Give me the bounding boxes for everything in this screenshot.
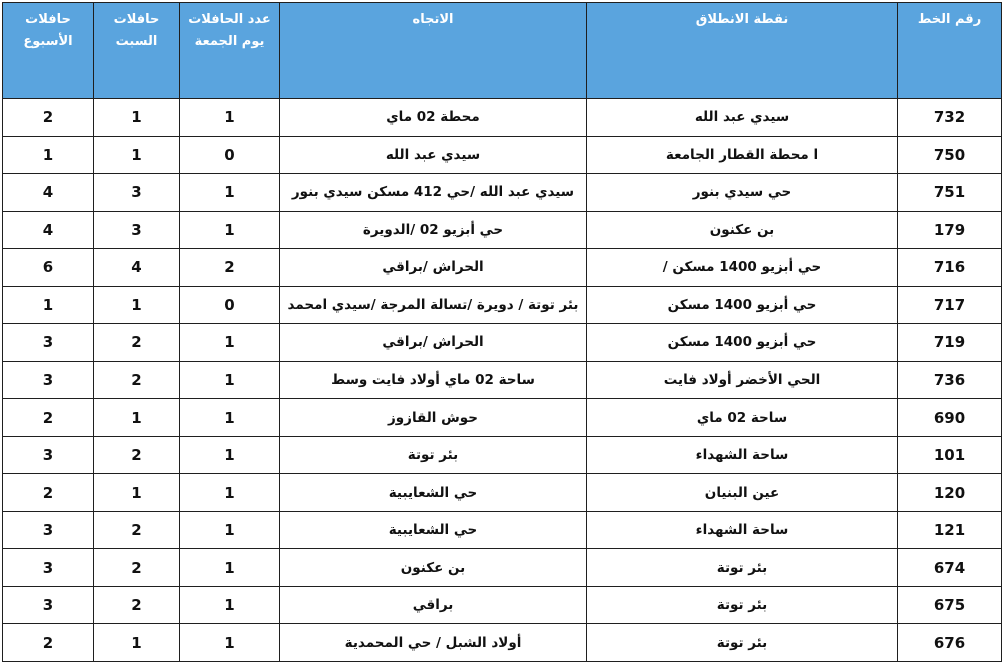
start-point-cell: بن عكنون bbox=[587, 211, 898, 249]
saturday-buses-cell: 2 bbox=[94, 361, 180, 399]
week-buses-cell: 3 bbox=[3, 511, 94, 549]
friday-buses-cell: 1 bbox=[180, 624, 280, 662]
table-row bbox=[3, 324, 1002, 362]
start-point-cell: ساحة الشهداء bbox=[587, 436, 898, 474]
saturday-buses-cell: 2 bbox=[94, 549, 180, 587]
friday-buses-cell: 1 bbox=[180, 211, 280, 249]
table-row bbox=[3, 99, 1002, 137]
week-buses-cell: 2 bbox=[3, 624, 94, 662]
start-point-cell: الحي الأخضر أولاد فايت bbox=[587, 361, 898, 399]
start-point-cell: ساحة 02 ماي bbox=[587, 399, 898, 437]
direction-cell: الحراش /براقي bbox=[280, 324, 587, 362]
week-buses-cell: 3 bbox=[3, 361, 94, 399]
friday-buses-cell: 1 bbox=[180, 586, 280, 624]
direction-cell: أولاد الشبل / حي المحمدية bbox=[280, 624, 587, 662]
friday-buses-cell: 2 bbox=[180, 249, 280, 287]
week-buses-cell: 2 bbox=[3, 399, 94, 437]
table-row bbox=[3, 361, 1002, 399]
start-point-cell: بئر توتة bbox=[587, 624, 898, 662]
direction-cell: الحراش /براقي bbox=[280, 249, 587, 287]
start-point-cell: عين البنيان bbox=[587, 474, 898, 512]
line-number-cell: 676 bbox=[898, 624, 1002, 662]
direction-cell: حي الشعايبية bbox=[280, 511, 587, 549]
saturday-buses-cell: 3 bbox=[94, 174, 180, 212]
friday-buses-cell: 0 bbox=[180, 136, 280, 174]
friday-buses-cell: 1 bbox=[180, 436, 280, 474]
line-number-cell: 121 bbox=[898, 511, 1002, 549]
table-row bbox=[3, 286, 1002, 324]
table-row bbox=[3, 624, 1002, 662]
week-buses-cell: 2 bbox=[3, 99, 94, 137]
week-buses-cell: 1 bbox=[3, 136, 94, 174]
saturday-buses-cell: 2 bbox=[94, 511, 180, 549]
start-point-cell: ساحة الشهداء bbox=[587, 511, 898, 549]
friday-buses-cell: 1 bbox=[180, 511, 280, 549]
header-direction: الاتجاه bbox=[280, 3, 587, 99]
direction-cell: محطة 02 ماي bbox=[280, 99, 587, 137]
week-buses-cell: 1 bbox=[3, 286, 94, 324]
saturday-buses-cell: 1 bbox=[94, 136, 180, 174]
start-point-cell: ا محطة القطار الجامعة bbox=[587, 136, 898, 174]
week-buses-cell: 3 bbox=[3, 324, 94, 362]
direction-cell: حي الشعايبية bbox=[280, 474, 587, 512]
bus-lines-table bbox=[2, 2, 1002, 662]
header-week-buses: حافلات الأسبوع bbox=[3, 3, 94, 99]
line-number-cell: 717 bbox=[898, 286, 1002, 324]
line-number-cell: 690 bbox=[898, 399, 1002, 437]
friday-buses-cell: 1 bbox=[180, 174, 280, 212]
start-point-cell: سيدي عبد الله bbox=[587, 99, 898, 137]
start-point-cell: حي أبزيو 1400 مسكن bbox=[587, 324, 898, 362]
table-row bbox=[3, 511, 1002, 549]
table-row bbox=[3, 174, 1002, 212]
line-number-cell: 101 bbox=[898, 436, 1002, 474]
saturday-buses-cell: 4 bbox=[94, 249, 180, 287]
friday-buses-cell: 1 bbox=[180, 361, 280, 399]
start-point-cell: حي سيدي بنور bbox=[587, 174, 898, 212]
table-row bbox=[3, 436, 1002, 474]
week-buses-cell: 4 bbox=[3, 174, 94, 212]
start-point-cell: بئر توتة bbox=[587, 586, 898, 624]
table-row bbox=[3, 211, 1002, 249]
direction-cell: حوش القازوز bbox=[280, 399, 587, 437]
line-number-cell: 719 bbox=[898, 324, 1002, 362]
week-buses-cell: 2 bbox=[3, 474, 94, 512]
direction-cell: حي أبزيو 02 /الدويرة bbox=[280, 211, 587, 249]
line-number-cell: 675 bbox=[898, 586, 1002, 624]
direction-cell: بئر توتة bbox=[280, 436, 587, 474]
week-buses-cell: 3 bbox=[3, 436, 94, 474]
line-number-cell: 751 bbox=[898, 174, 1002, 212]
friday-buses-cell: 0 bbox=[180, 286, 280, 324]
friday-buses-cell: 1 bbox=[180, 399, 280, 437]
saturday-buses-cell: 2 bbox=[94, 586, 180, 624]
week-buses-cell: 6 bbox=[3, 249, 94, 287]
direction-cell: بن عكنون bbox=[280, 549, 587, 587]
friday-buses-cell: 1 bbox=[180, 324, 280, 362]
table-row bbox=[3, 586, 1002, 624]
table-row bbox=[3, 136, 1002, 174]
table-row bbox=[3, 474, 1002, 512]
saturday-buses-cell: 2 bbox=[94, 324, 180, 362]
header-line-number: رقم الخط bbox=[898, 3, 1002, 99]
saturday-buses-cell: 1 bbox=[94, 474, 180, 512]
line-number-cell: 179 bbox=[898, 211, 1002, 249]
line-number-cell: 732 bbox=[898, 99, 1002, 137]
table-row bbox=[3, 549, 1002, 587]
start-point-cell: حي أبزيو 1400 مسكن bbox=[587, 286, 898, 324]
table-row bbox=[3, 399, 1002, 437]
header-saturday-buses: حافلات السبت bbox=[94, 3, 180, 99]
line-number-cell: 716 bbox=[898, 249, 1002, 287]
line-number-cell: 736 bbox=[898, 361, 1002, 399]
header-friday-buses: عدد الحافلات يوم الجمعة bbox=[180, 3, 280, 99]
direction-cell: سيدي عبد الله bbox=[280, 136, 587, 174]
friday-buses-cell: 1 bbox=[180, 474, 280, 512]
saturday-buses-cell: 1 bbox=[94, 399, 180, 437]
week-buses-cell: 3 bbox=[3, 586, 94, 624]
start-point-cell: بئر توتة bbox=[587, 549, 898, 587]
header-start-point: نقطة الانطلاق bbox=[587, 3, 898, 99]
saturday-buses-cell: 2 bbox=[94, 436, 180, 474]
week-buses-cell: 4 bbox=[3, 211, 94, 249]
friday-buses-cell: 1 bbox=[180, 549, 280, 587]
friday-buses-cell: 1 bbox=[180, 99, 280, 137]
direction-cell: بئر توتة / دويرة /تسالة المرجة /سيدي امحمد bbox=[280, 286, 587, 324]
header-row bbox=[3, 3, 1002, 99]
saturday-buses-cell: 3 bbox=[94, 211, 180, 249]
saturday-buses-cell: 1 bbox=[94, 99, 180, 137]
direction-cell: براقي bbox=[280, 586, 587, 624]
start-point-cell: حي أبزيو 1400 مسكن / bbox=[587, 249, 898, 287]
line-number-cell: 120 bbox=[898, 474, 1002, 512]
saturday-buses-cell: 1 bbox=[94, 624, 180, 662]
line-number-cell: 750 bbox=[898, 136, 1002, 174]
line-number-cell: 674 bbox=[898, 549, 1002, 587]
direction-cell: سيدي عبد الله /حي 412 مسكن سيدي بنور bbox=[280, 174, 587, 212]
saturday-buses-cell: 1 bbox=[94, 286, 180, 324]
direction-cell: ساحة 02 ماي أولاد فايت وسط bbox=[280, 361, 587, 399]
week-buses-cell: 3 bbox=[3, 549, 94, 587]
table-row bbox=[3, 249, 1002, 287]
